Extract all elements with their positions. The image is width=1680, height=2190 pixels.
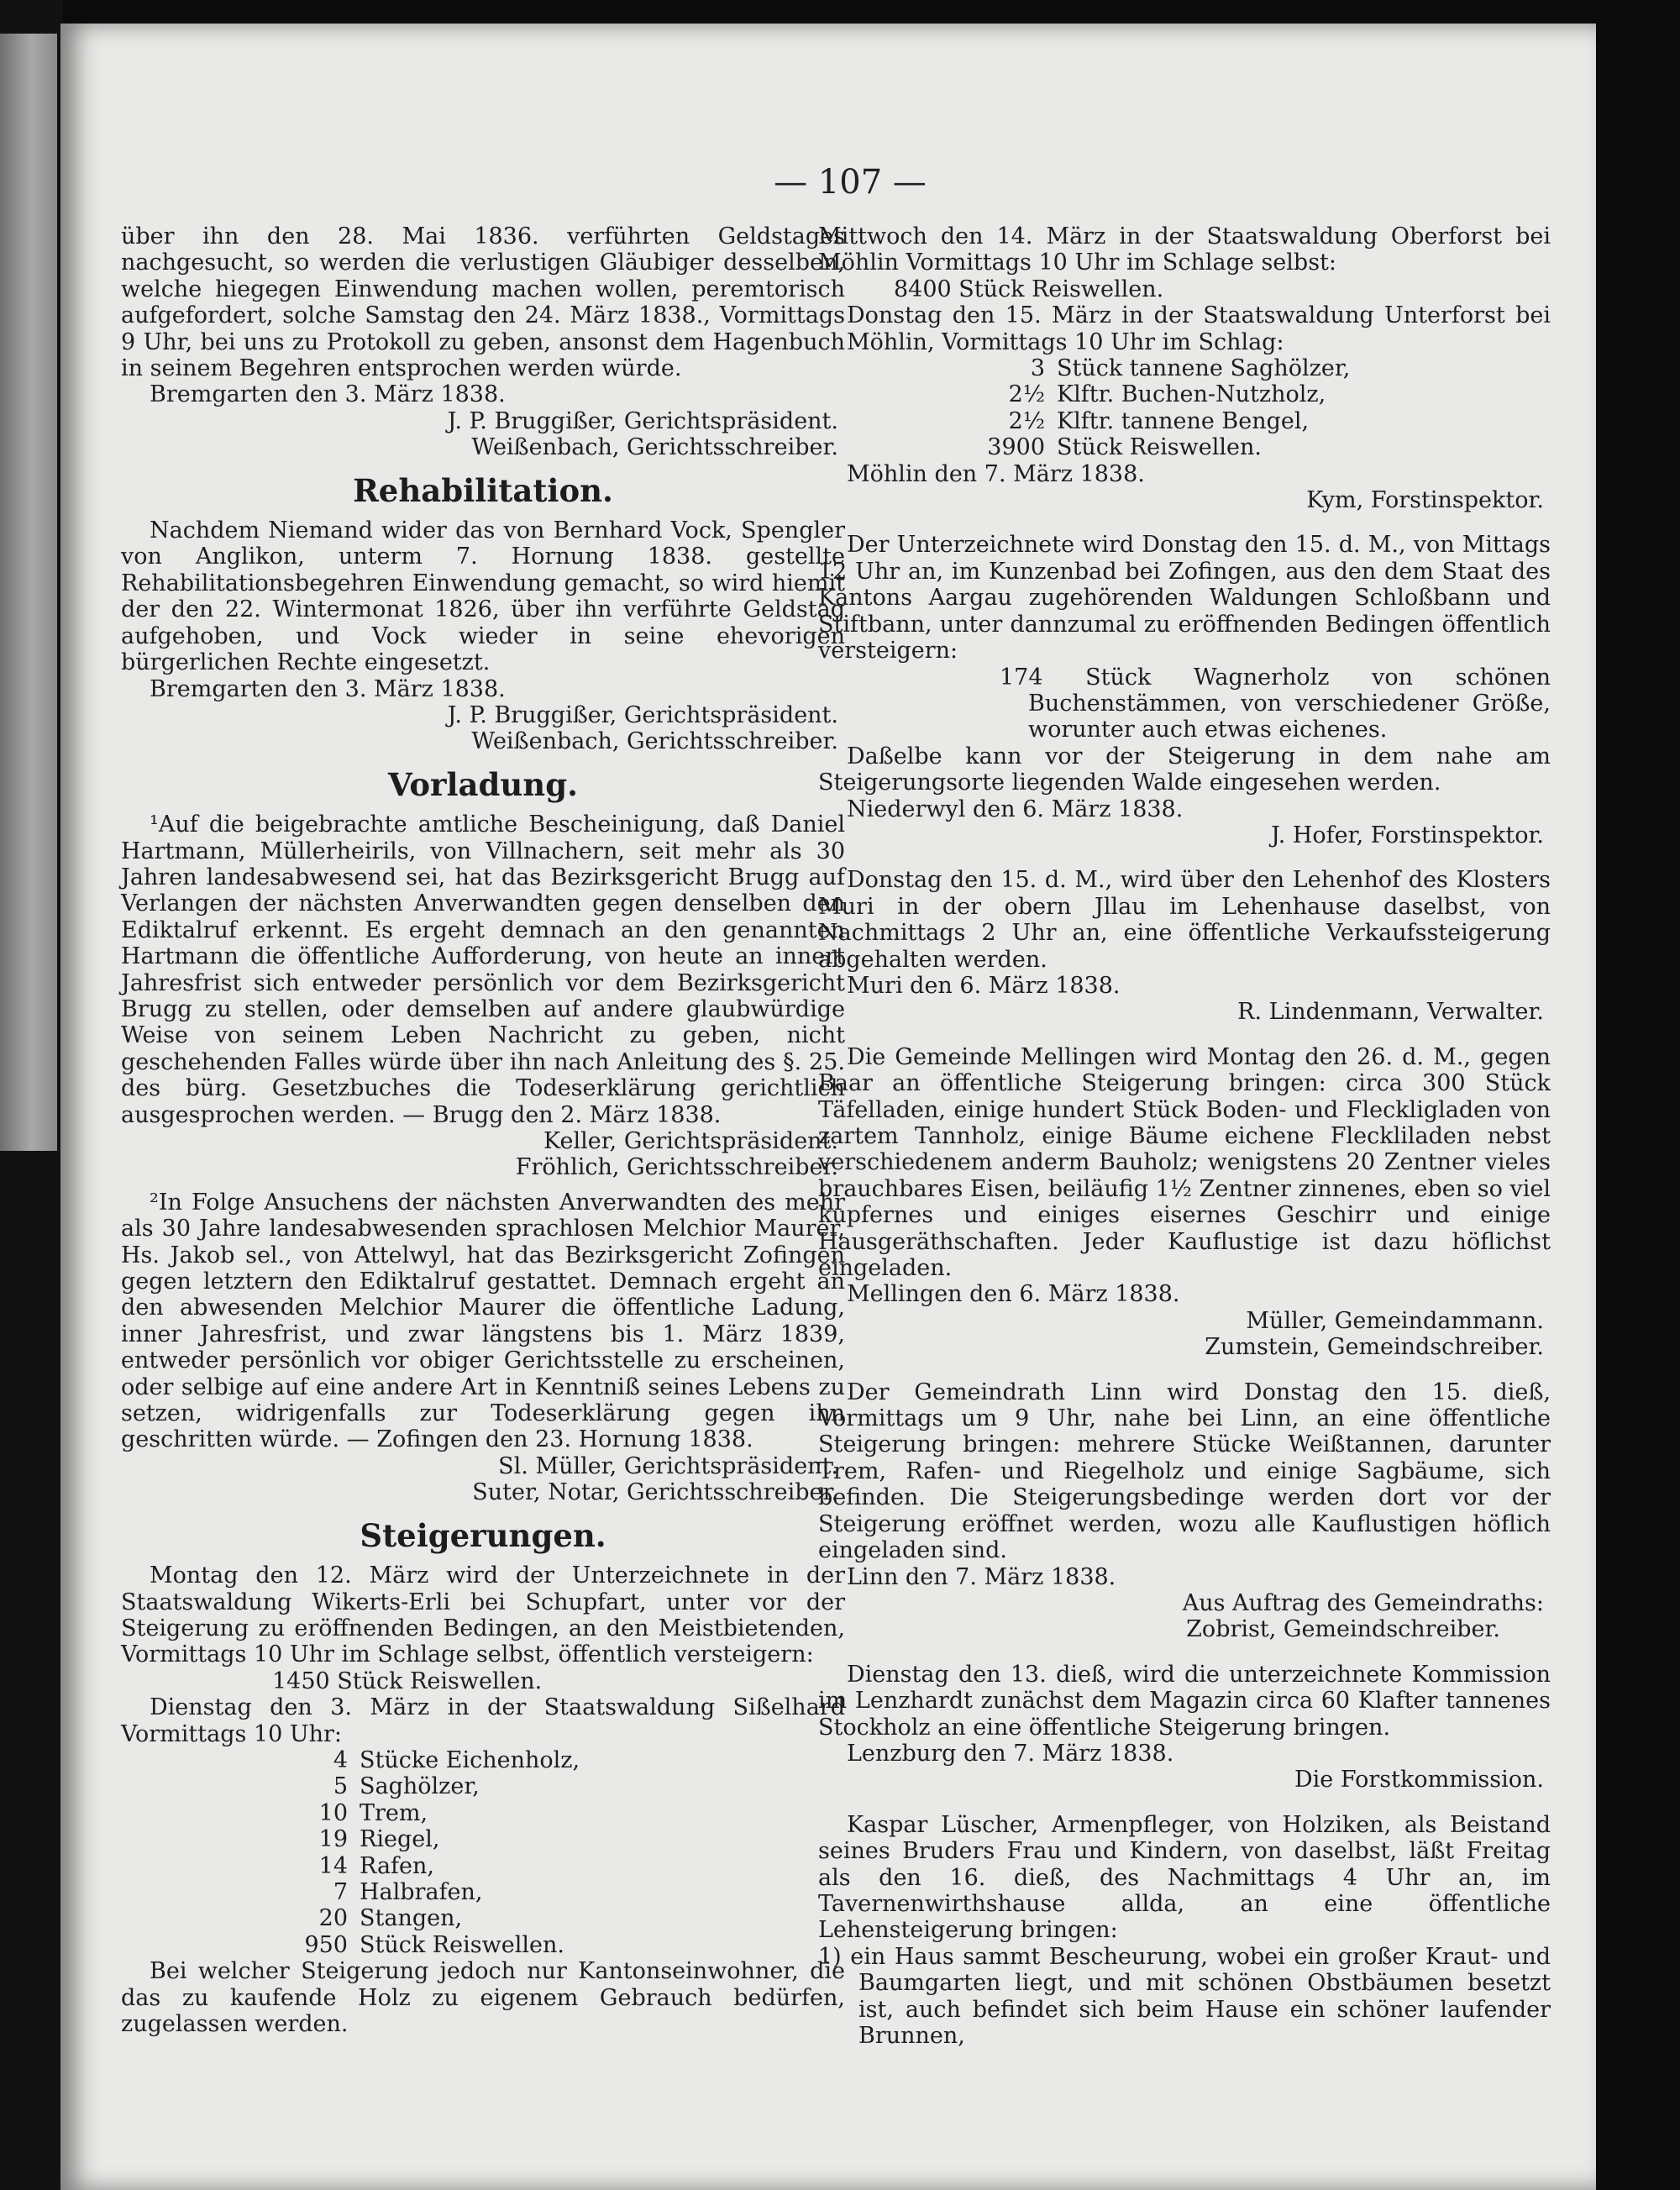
lot-item: 174 Stück Wagnerholz von schönen Buchenstämmen, von verschiedener Größe, worunter auch etwas eichenes. [1000, 664, 1551, 743]
notice-text: Kaspar Lüscher, Armenpfleger, von Holziken, als Beistand seines Bruders Frau und Kindern, von daselbst, läßt Freitag als den 16. dieß, des Nachmittags 4 Uhr an, im Tavernenwirthshause allda, an eine öffentliche Lehensteigerung bringen: [818, 1811, 1551, 1944]
notice-signature: J. Hofer, Forstinspektor. [1270, 822, 1544, 848]
notice-steigerung-schupfart [121, 1562, 845, 2037]
lot-item [121, 1905, 845, 1931]
notice-text: Bei welcher Steigerung jedoch nur Kantonseinwohner, die das zu kaufende Holz zu eigenem Gebrauch bedürfen, zugelassen werden. [121, 1958, 845, 2037]
notice-text: Mittwoch den 14. März in der Staatswaldung Oberforst bei Möhlin Vormittags 10 Uhr im Schlage selbst: [818, 223, 1551, 276]
lot-quantity: 10 [318, 1799, 348, 1826]
lot-quantity: 950 [304, 1931, 348, 1958]
lot-item [818, 355, 1551, 381]
notice-signature: Keller, Gerichtspräsident. [543, 1128, 838, 1154]
notice-text: Die Gemeinde Mellingen wird Montag den 26. d. M., gegen Baar an öffentliche Steigerung bringen: circa 300 Stück Täfelladen, einige hundert Stück Boden- und Fleckligladen von zartem Tannholz, einige Bäume eichene Fleckliladen nebst verschiedenem anderm Bauholz; wenigstens 20 Zentner vieles brauchbares Eisen, beiläufig 1½ Zentner zinnenes, eben so viel kupfernes und einiges eisernes Geschirr und einige Hausgeräthschaften. Jeder Kauflustige ist dazu höflichst eingeladen. [818, 1043, 1551, 1282]
lot-description: Stücke Eichenholz, [360, 1746, 580, 1773]
notice-signature: Sl. Müller, Gerichtspräsident. [498, 1452, 838, 1479]
lot-quantity: 7 [333, 1878, 348, 1905]
lot-description: Klftr. tannene Bengel, [1057, 407, 1310, 434]
section-heading-rehabilitation: Rehabilitation. [353, 471, 613, 509]
lot-quantity: 2½ [1008, 381, 1045, 408]
lot-description: Rafen, [360, 1852, 434, 1879]
lot-description: Stück Reiswellen. [360, 1931, 564, 1958]
notice-signature: Die Forstkommission. [1294, 1767, 1544, 1793]
lot-list [818, 355, 1551, 461]
notice-steigerung-kunzenbad [818, 532, 1551, 848]
lot-quantity: 3900 [987, 434, 1045, 461]
newspaper-page [60, 24, 1596, 2190]
lot-quantity: 19 [318, 1826, 348, 1853]
notice-text: ²In Folge Ansuchens der nächsten Anverwandten des mehr als 30 Jahre landesabwesenden sprachlosen Melchior Maurer, Hs. Jakob sel., von Attelwyl, hat das Bezirksgericht Zofingen gegen letztern den Ediktalruf gestattet. Demnach ergeht an den abwesenden Melchior Maurer die öffentliche Ladung, inner Jahresfrist, und zwar längstens bis 1. März 1839, entweder persönlich vor obiger Gerichtsstelle zu erscheinen, oder selbige auf eine andere Art in Kenntniß seines Lebens zu setzen, widrigenfalls zur Todeserklärung gegen ihn geschritten würde. — Zofingen den 23. Hornung 1838. [121, 1189, 845, 1453]
notice-place-date: Lenzburg den 7. März 1838. [847, 1740, 1174, 1767]
lot-quantity: 5 [333, 1773, 348, 1800]
notice-signature: Zobrist, Gemeindschreiber. [1186, 1616, 1500, 1643]
notice-text: Der Gemeindrath Linn wird Donstag den 15. dieß, Vormittags um 9 Uhr, nahe bei Linn, an eine öffentliche Steigerung bringen: mehrere Stücke Weißtannen, darunter Trem, Rafen- und Riegelholz und einige Sagbäume, sich befinden. Die Steigerungsbedinge werden dort vor der Steigerung eröffnet werden, wozu alle Kauflustigen höflich eingeladen sind. [818, 1379, 1551, 1564]
notice-rehabilitation [121, 517, 845, 755]
notice-text: Daßelbe kann vor der Steigerung in dem nahe am Steigerungsorte liegenden Walde eingesehen werden. [818, 743, 1551, 796]
lot-item [121, 1773, 845, 1799]
lot-description: Stangen, [360, 1905, 463, 1932]
notice-text: Der Unterzeichnete wird Donstag den 15. d. M., von Mittags 12 Uhr an, im Kunzenbad bei Zofingen, aus den dem Staat des Kantons Aargau zugehörenden Waldungen Schloßbann und Stiftbann, unter dannzumal zu eröffnenden Bedingen öffentlich versteigern: [818, 532, 1551, 664]
notice-place-date: Niederwyl den 6. März 1838. [847, 796, 1184, 822]
notice-text: Dienstag den 13. dieß, wird die unterzeichnete Kommission im Lenzhardt zunächst dem Magazin circa 60 Klafter tannenes Stockholz an eine öffentliche Steigerung bringen. [818, 1661, 1551, 1741]
lot-item: 1450 Stück Reiswellen. [272, 1667, 543, 1694]
notice-signature: J. P. Bruggißer, Gerichtspräsident. [447, 701, 838, 728]
notice-text: Donstag den 15. März in der Staatswaldung Unterforst bei Möhlin, Vormittags 10 Uhr im Schlag: [847, 302, 1551, 355]
notice-bremgarten-geldstag [121, 223, 845, 461]
notice-text: Nachdem Niemand wider das von Bernhard Vock, Spengler von Anglikon, unterm 7. Hornung 1838. gestellte Rehabilitationsbegehren Einwendung gemacht, so wird hiemit der den 22. Wintermonat 1826, über ihn verführte Geldstag aufgehoben, und Vock wieder in seine ehevorigen bürgerlichen Rechte eingesetzt. [121, 517, 845, 676]
notice-steigerung-mohlin [818, 223, 1551, 513]
section-heading-steigerungen: Steigerungen. [360, 1516, 606, 1554]
notice-place-date: Bremgarten den 3. März 1838. [150, 675, 506, 702]
notice-signature: Aus Auftrag des Gemeindraths: [1182, 1589, 1544, 1616]
notice-signature: Weißenbach, Gerichtsschreiber. [471, 434, 838, 461]
lot-description: Klftr. Buchen-Nutzholz, [1057, 381, 1326, 408]
lot-item [818, 408, 1551, 434]
lot-item: 1) ein Haus sammt Bescheurung, wobei ein großer Kraut- und Baumgarten liegt, und mit schönen Obstbäumen besetzt ist, auch befindet sich beim Hause ein schöner laufender Brunnen, [818, 1943, 1551, 2049]
notice-place-date: Linn den 7. März 1838. [847, 1563, 1116, 1590]
lot-quantity: 14 [318, 1852, 348, 1879]
lot-description: Stück tannene Saghölzer, [1057, 355, 1351, 382]
notice-text: Donstag den 15. d. M., wird über den Lehenhof des Klosters Muri in der obern Jllau im Lehenhause daselbst, von Nachmittags 2 Uhr an, eine öffentliche Verkaufssteigerung abgehalten werden. [818, 867, 1551, 973]
notice-steigerung-linn [818, 1379, 1551, 1643]
notice-signature: Weißenbach, Gerichtsschreiber. [471, 728, 838, 755]
lot-item [121, 1853, 845, 1879]
previous-page-edge [0, 34, 57, 1151]
notice-signature: Suter, Notar, Gerichtsschreiber. [472, 1479, 838, 1506]
lot-quantity: 2½ [1008, 407, 1045, 434]
lot-quantity: 4 [333, 1746, 348, 1773]
lot-item [121, 1747, 845, 1773]
lot-quantity: 20 [318, 1905, 348, 1932]
left-column [121, 223, 845, 2037]
lot-list [121, 1747, 845, 1958]
page-number: — 107 — [774, 163, 927, 202]
notice-signature: Zumstein, Gemeindschreiber. [1205, 1334, 1544, 1361]
section-heading-vorladung: Vorladung. [388, 765, 578, 803]
lot-description: Trem, [360, 1799, 428, 1826]
lot-item [818, 381, 1551, 407]
notice-steigerung-muri [818, 867, 1551, 1025]
notice-signature: Fröhlich, Gerichtsschreiber. [515, 1154, 838, 1181]
notice-signature: Müller, Gemeindammann. [1246, 1307, 1544, 1334]
notice-signature: R. Lindenmann, Verwalter. [1237, 999, 1544, 1026]
notice-signature: J. P. Bruggißer, Gerichtspräsident. [447, 407, 838, 434]
right-column [818, 223, 1551, 2049]
notice-place-date: Mellingen den 6. März 1838. [847, 1281, 1180, 1308]
notice-place-date: Muri den 6. März 1838. [847, 972, 1121, 999]
notice-text: über ihn den 28. Mai 1836. verführten Geldstages nachgesucht, so werden die verlustigen Gläubiger desselben, welche hiegegen Einwendung machen wollen, peremtorisch aufgefordert, solche Samstag den 24. März 1838., Vormittags 9 Uhr, bei uns zu Protokoll zu geben, ansonst dem Hagenbuch in seinem Begehren entsprochen werden würde. [121, 223, 845, 382]
lot-description: Saghölzer, [360, 1773, 480, 1800]
notice-steigerung-lenzburg [818, 1662, 1551, 1793]
notice-text: Montag den 12. März wird der Unterzeichnete in der Staatswaldung Wikerts-Erli bei Schupfart, unter vor der Steigerung zu eröffnenden Bedingen, an den Meistbietenden, Vormittags 10 Uhr im Schlage selbst, öffentlich versteigern: [121, 1562, 845, 1668]
lot-description: Halbrafen, [360, 1878, 483, 1905]
lot-item [121, 1879, 845, 1905]
notice-steigerung-mellingen [818, 1044, 1551, 1361]
notice-vorladung-maurer [121, 1190, 845, 1506]
lot-item [818, 434, 1551, 460]
notice-text: Dienstag den 3. März in der Staatswaldung Sißelhard Vormittags 10 Uhr: [121, 1694, 845, 1747]
notice-steigerung-holziken [818, 1812, 1551, 2050]
lot-item [121, 1826, 845, 1852]
lot-item [121, 1932, 845, 1958]
notice-vorladung-hartmann [121, 811, 845, 1181]
notice-text: ¹Auf die beigebrachte amtliche Bescheinigung, daß Daniel Hartmann, Müllerheirils, von Villnachern, seit mehr als 30 Jahren landesabwesend sei, hat das Bezirksgericht Brugg auf Verlangen der nächsten Anverwandten gegen denselben den Ediktalruf erkennt. Es ergeht demnach an den genannten Hartmann die öffentliche Aufforderung, von heute an innert Jahresfrist sich entweder persönlich vor dem Bezirksgericht Brugg zu stellen, oder demselben auf andere glaubwürdige Weise von seinem Leben Nachricht zu geben, nicht geschehenden Falles würde über ihn nach Anleitung des §. 25. des bürg. Gesetzbuches die Todeserklärung gerichtlich ausgesprochen werden. — Brugg den 2. März 1838. [121, 811, 845, 1128]
lot-description: Riegel, [360, 1826, 440, 1853]
notice-place-date: Bremgarten den 3. März 1838. [150, 381, 506, 408]
lot-item [121, 1800, 845, 1826]
notice-place-date: Möhlin den 7. März 1838. [847, 460, 1145, 487]
lot-quantity: 3 [1030, 355, 1045, 382]
lot-description: Stück Reiswellen. [1057, 434, 1262, 461]
lot-item: 8400 Stück Reiswellen. [894, 276, 1164, 302]
notice-signature: Kym, Forstinspektor. [1306, 487, 1544, 514]
